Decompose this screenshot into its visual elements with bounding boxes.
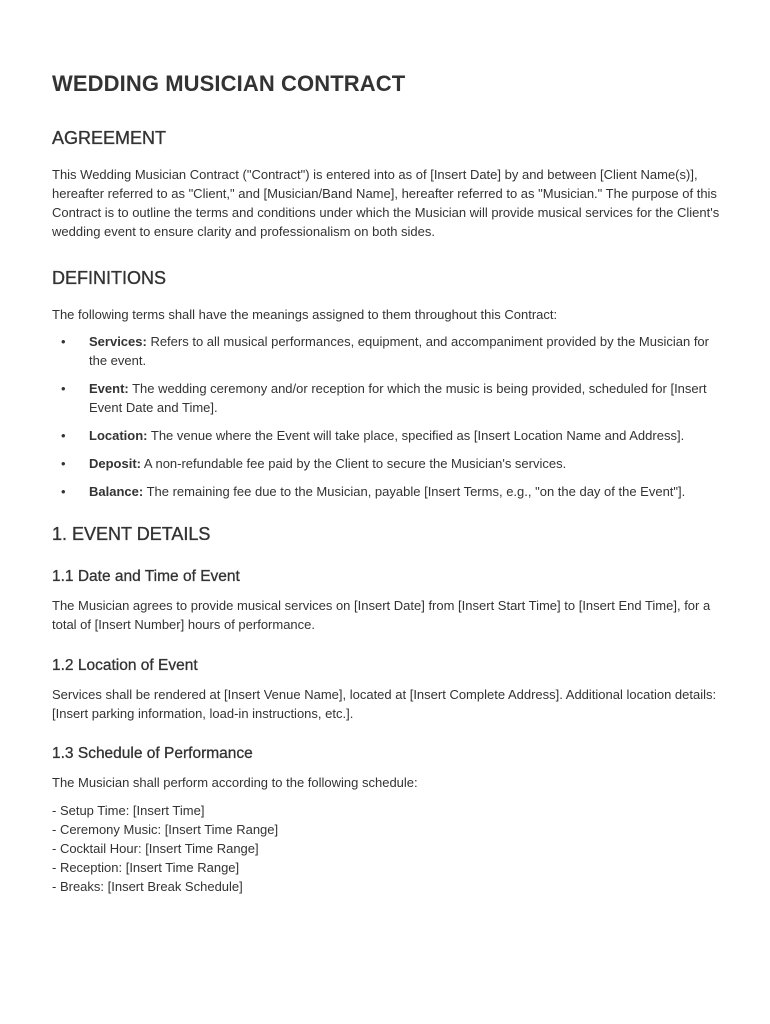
definition-term: Balance: bbox=[89, 484, 144, 499]
definition-text: The wedding ceremony and/or reception for which the music is being provided, scheduled for [Insert Event Date and Time]. bbox=[89, 381, 707, 415]
bullet-icon: • bbox=[61, 484, 66, 499]
date-time-heading: 1.1 Date and Time of Event bbox=[52, 568, 240, 585]
schedule-heading: 1.3 Schedule of Performance bbox=[52, 745, 253, 762]
event-details-section bbox=[52, 521, 722, 896]
document-title: WEDDING MUSICIAN CONTRACT bbox=[52, 71, 406, 96]
list-item bbox=[52, 482, 722, 501]
schedule-line-cocktail: - Cocktail Hour: [Insert Time Range] bbox=[52, 841, 259, 856]
list-item bbox=[52, 379, 722, 417]
definition-text: A non-refundable fee paid by the Client to secure the Musician's services. bbox=[141, 456, 567, 471]
bullet-icon: • bbox=[61, 456, 66, 471]
agreement-section bbox=[52, 125, 722, 241]
bullet-icon: • bbox=[61, 381, 66, 396]
list-item bbox=[52, 332, 722, 370]
definition-term: Location: bbox=[89, 428, 148, 443]
bullet-icon: • bbox=[61, 428, 66, 443]
definitions-list bbox=[52, 332, 722, 501]
list-item bbox=[52, 426, 722, 445]
definition-text: The remaining fee due to the Musician, payable [Insert Terms, e.g., "on the day of the Event"]. bbox=[143, 484, 686, 499]
definition-term: Event: bbox=[89, 381, 129, 396]
definition-term: Services: bbox=[89, 334, 147, 349]
definition-text: The venue where the Event will take place, specified as [Insert Location Name and Address]. bbox=[147, 428, 685, 443]
definition-term: Deposit: bbox=[89, 456, 141, 471]
list-item bbox=[52, 454, 722, 473]
schedule-line-ceremony: - Ceremony Music: [Insert Time Range] bbox=[52, 822, 279, 837]
bullet-icon: • bbox=[61, 334, 66, 349]
date-time-paragraph: The Musician agrees to provide musical services on [Insert Date] from [Insert Start Time] to [Insert End Time], for a total of [Insert Number] hours of performance. bbox=[52, 598, 711, 632]
schedule-intro: The Musician shall perform according to the following schedule: bbox=[52, 775, 418, 790]
definitions-heading: DEFINITIONS bbox=[52, 268, 167, 288]
event-details-heading: 1. EVENT DETAILS bbox=[52, 524, 211, 544]
location-paragraph: Services shall be rendered at [Insert Venue Name], located at [Insert Complete Address]. Additional location details: [Insert parking information, load-in instructions, etc.]. bbox=[52, 687, 717, 721]
schedule-line-setup: - Setup Time: [Insert Time] bbox=[52, 803, 205, 818]
location-heading: 1.2 Location of Event bbox=[52, 657, 198, 674]
schedule-line-breaks: - Breaks: [Insert Break Schedule] bbox=[52, 879, 243, 894]
definitions-section bbox=[52, 265, 722, 501]
definitions-intro: The following terms shall have the meanings assigned to them throughout this Contract: bbox=[52, 307, 558, 322]
document-page bbox=[52, 68, 722, 896]
schedule-line-reception: - Reception: [Insert Time Range] bbox=[52, 860, 240, 875]
schedule-list bbox=[52, 801, 722, 896]
agreement-heading: AGREEMENT bbox=[52, 128, 167, 148]
agreement-paragraph: This Wedding Musician Contract ("Contract") is entered into as of [Insert Date] by and between [Client Name(s)], hereafter referred to as "Client," and [Musician/Band Name], hereafter referred to as "Musician." The purpose of this Contract is to outline the terms and conditions under which the Musician will provide musical services for the Client's wedding event to ensure clarity and professionalism on both sides. bbox=[52, 167, 720, 239]
definition-text: Refers to all musical performances, equipment, and accompaniment provided by the Musician for the event. bbox=[89, 334, 709, 368]
